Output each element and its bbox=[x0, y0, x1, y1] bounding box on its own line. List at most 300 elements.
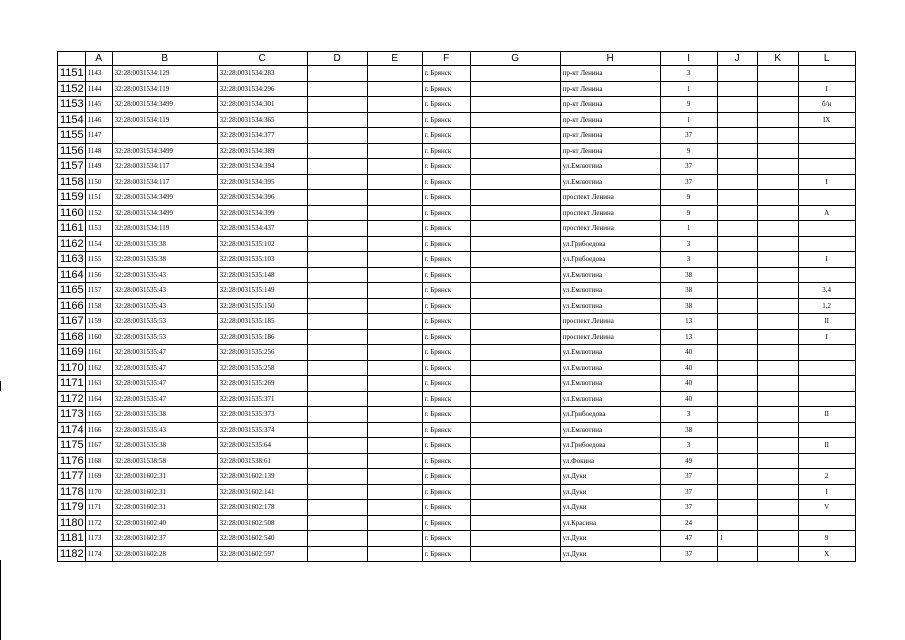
row-number[interactable]: 1173 bbox=[58, 407, 86, 423]
cell-g[interactable] bbox=[470, 66, 560, 82]
row-number[interactable]: 1179 bbox=[58, 500, 86, 516]
cell-l[interactable]: II bbox=[798, 407, 855, 423]
cell-b[interactable]: 32:28:0031534:119 bbox=[112, 81, 217, 97]
cell-b[interactable]: 32:28:0031602:40 bbox=[112, 515, 217, 531]
cell-f[interactable]: г. Брянск bbox=[422, 407, 470, 423]
cell-e[interactable] bbox=[367, 236, 422, 252]
cell-f[interactable]: г. Брянск bbox=[422, 236, 470, 252]
cell-f[interactable]: г. Брянск bbox=[422, 314, 470, 330]
cell-f[interactable]: г. Брянск bbox=[422, 422, 470, 438]
cell-e[interactable] bbox=[367, 112, 422, 128]
cell-c[interactable]: 32:28:0031535:149 bbox=[217, 283, 307, 299]
row-number[interactable]: 1172 bbox=[58, 391, 86, 407]
cell-l[interactable] bbox=[798, 143, 855, 159]
cell-b[interactable]: 32:28:0031535:43 bbox=[112, 298, 217, 314]
cell-f[interactable]: г. Брянск bbox=[422, 298, 470, 314]
cell-g[interactable] bbox=[470, 391, 560, 407]
cell-l[interactable]: I bbox=[798, 329, 855, 345]
row-number[interactable]: 1168 bbox=[58, 329, 86, 345]
cell-h[interactable]: ул.Грибоедова bbox=[560, 252, 660, 268]
row-number[interactable]: 1157 bbox=[58, 159, 86, 175]
cell-i[interactable]: 37 bbox=[660, 174, 717, 190]
cell-a[interactable]: 1156 bbox=[85, 267, 112, 283]
cell-d[interactable] bbox=[307, 190, 367, 206]
cell-i[interactable]: 47 bbox=[660, 531, 717, 547]
row-number[interactable]: 1176 bbox=[58, 453, 86, 469]
cell-k[interactable] bbox=[757, 360, 798, 376]
cell-g[interactable] bbox=[470, 128, 560, 144]
cell-c[interactable]: 32:28:0031534:377 bbox=[217, 128, 307, 144]
cell-j[interactable] bbox=[717, 453, 757, 469]
cell-k[interactable] bbox=[757, 453, 798, 469]
cell-e[interactable] bbox=[367, 221, 422, 237]
cell-b[interactable]: 32:28:0031535:38 bbox=[112, 407, 217, 423]
cell-h[interactable]: проспект Ленина bbox=[560, 314, 660, 330]
cell-d[interactable] bbox=[307, 298, 367, 314]
cell-c[interactable]: 32:28:0031602:178 bbox=[217, 500, 307, 516]
cell-g[interactable] bbox=[470, 422, 560, 438]
cell-i[interactable]: 13 bbox=[660, 314, 717, 330]
cell-k[interactable] bbox=[757, 500, 798, 516]
cell-i[interactable]: 40 bbox=[660, 345, 717, 361]
cell-j[interactable] bbox=[717, 128, 757, 144]
cell-f[interactable]: г. Брянск bbox=[422, 500, 470, 516]
column-header-g[interactable]: G bbox=[470, 52, 560, 66]
cell-g[interactable] bbox=[470, 531, 560, 547]
cell-i[interactable]: 37 bbox=[660, 500, 717, 516]
cell-a[interactable]: 1171 bbox=[85, 500, 112, 516]
cell-c[interactable]: 32:28:0031534:396 bbox=[217, 190, 307, 206]
cell-k[interactable] bbox=[757, 422, 798, 438]
cell-c[interactable]: 32:28:0031535:374 bbox=[217, 422, 307, 438]
cell-e[interactable] bbox=[367, 143, 422, 159]
cell-f[interactable]: г. Брянск bbox=[422, 221, 470, 237]
cell-d[interactable] bbox=[307, 252, 367, 268]
cell-a[interactable]: 1160 bbox=[85, 329, 112, 345]
cell-k[interactable] bbox=[757, 252, 798, 268]
row-number[interactable]: 1181 bbox=[58, 531, 86, 547]
cell-g[interactable] bbox=[470, 345, 560, 361]
cell-j[interactable] bbox=[717, 314, 757, 330]
cell-h[interactable]: ул.Дуки bbox=[560, 469, 660, 485]
cell-e[interactable] bbox=[367, 329, 422, 345]
cell-k[interactable] bbox=[757, 407, 798, 423]
row-number[interactable]: 1171 bbox=[58, 376, 86, 392]
cell-l[interactable]: V bbox=[798, 500, 855, 516]
cell-h[interactable]: ул.Емлютина bbox=[560, 283, 660, 299]
cell-j[interactable] bbox=[717, 469, 757, 485]
cell-j[interactable] bbox=[717, 252, 757, 268]
cell-c[interactable]: 32:28:0031602:540 bbox=[217, 531, 307, 547]
column-header-k[interactable]: K bbox=[757, 52, 798, 66]
cell-e[interactable] bbox=[367, 283, 422, 299]
cell-b[interactable]: 32:28:0031534:129 bbox=[112, 66, 217, 82]
cell-e[interactable] bbox=[367, 484, 422, 500]
cell-d[interactable] bbox=[307, 221, 367, 237]
column-header-d[interactable]: D bbox=[307, 52, 367, 66]
cell-h[interactable]: ул.Емлютина bbox=[560, 345, 660, 361]
cell-k[interactable] bbox=[757, 143, 798, 159]
row-number[interactable]: 1178 bbox=[58, 484, 86, 500]
cell-f[interactable]: г. Брянск bbox=[422, 345, 470, 361]
cell-a[interactable]: 1153 bbox=[85, 221, 112, 237]
cell-c[interactable]: 32:28:0031535:256 bbox=[217, 345, 307, 361]
cell-c[interactable]: 32:28:0031538:61 bbox=[217, 453, 307, 469]
cell-l[interactable] bbox=[798, 128, 855, 144]
cell-j[interactable] bbox=[717, 159, 757, 175]
cell-i[interactable]: 3 bbox=[660, 252, 717, 268]
cell-c[interactable]: 32:28:0031534:365 bbox=[217, 112, 307, 128]
cell-e[interactable] bbox=[367, 422, 422, 438]
row-number[interactable]: 1159 bbox=[58, 190, 86, 206]
cell-k[interactable] bbox=[757, 283, 798, 299]
cell-j[interactable] bbox=[717, 174, 757, 190]
row-number[interactable]: 1180 bbox=[58, 515, 86, 531]
cell-i[interactable]: 1 bbox=[660, 81, 717, 97]
cell-k[interactable] bbox=[757, 267, 798, 283]
cell-g[interactable] bbox=[470, 81, 560, 97]
cell-j[interactable] bbox=[717, 345, 757, 361]
cell-b[interactable]: 32:28:0031535:47 bbox=[112, 391, 217, 407]
cell-j[interactable] bbox=[717, 205, 757, 221]
cell-j[interactable] bbox=[717, 500, 757, 516]
cell-a[interactable]: 1164 bbox=[85, 391, 112, 407]
cell-a[interactable]: 1155 bbox=[85, 252, 112, 268]
cell-b[interactable]: 32:28:0031534:117 bbox=[112, 174, 217, 190]
cell-i[interactable]: 40 bbox=[660, 360, 717, 376]
cell-l[interactable] bbox=[798, 360, 855, 376]
cell-l[interactable] bbox=[798, 515, 855, 531]
cell-a[interactable]: 1148 bbox=[85, 143, 112, 159]
cell-k[interactable] bbox=[757, 159, 798, 175]
row-number[interactable]: 1161 bbox=[58, 221, 86, 237]
cell-f[interactable]: г. Брянск bbox=[422, 190, 470, 206]
cell-e[interactable] bbox=[367, 205, 422, 221]
cell-h[interactable]: ул.Емлютина bbox=[560, 376, 660, 392]
cell-i[interactable]: 9 bbox=[660, 97, 717, 113]
cell-e[interactable] bbox=[367, 314, 422, 330]
cell-b[interactable]: 32:28:0031602:31 bbox=[112, 484, 217, 500]
cell-j[interactable] bbox=[717, 190, 757, 206]
cell-g[interactable] bbox=[470, 112, 560, 128]
cell-e[interactable] bbox=[367, 345, 422, 361]
cell-i[interactable]: 38 bbox=[660, 267, 717, 283]
cell-j[interactable] bbox=[717, 484, 757, 500]
cell-d[interactable] bbox=[307, 205, 367, 221]
cell-g[interactable] bbox=[470, 500, 560, 516]
cell-l[interactable]: А bbox=[798, 205, 855, 221]
cell-e[interactable] bbox=[367, 81, 422, 97]
row-number[interactable]: 1177 bbox=[58, 469, 86, 485]
cell-k[interactable] bbox=[757, 190, 798, 206]
cell-g[interactable] bbox=[470, 221, 560, 237]
cell-e[interactable] bbox=[367, 190, 422, 206]
cell-d[interactable] bbox=[307, 174, 367, 190]
cell-h[interactable]: ул.Емлютина bbox=[560, 360, 660, 376]
cell-f[interactable]: г. Брянск bbox=[422, 112, 470, 128]
cell-i[interactable]: 49 bbox=[660, 453, 717, 469]
row-number[interactable]: 1153 bbox=[58, 97, 86, 113]
cell-k[interactable] bbox=[757, 112, 798, 128]
row-number[interactable]: 1162 bbox=[58, 236, 86, 252]
cell-a[interactable]: 1159 bbox=[85, 314, 112, 330]
column-header-h[interactable]: H bbox=[560, 52, 660, 66]
cell-j[interactable] bbox=[717, 283, 757, 299]
corner-cell[interactable] bbox=[58, 52, 86, 66]
row-number[interactable]: 1160 bbox=[58, 205, 86, 221]
cell-k[interactable] bbox=[757, 531, 798, 547]
cell-b[interactable]: 32:28:0031538:58 bbox=[112, 453, 217, 469]
cell-j[interactable] bbox=[717, 515, 757, 531]
cell-d[interactable] bbox=[307, 128, 367, 144]
cell-l[interactable] bbox=[798, 66, 855, 82]
cell-f[interactable]: г. Брянск bbox=[422, 97, 470, 113]
cell-f[interactable]: г. Брянск bbox=[422, 283, 470, 299]
cell-h[interactable]: ул.Дуки bbox=[560, 546, 660, 562]
cell-j[interactable] bbox=[717, 221, 757, 237]
cell-f[interactable]: г. Брянск bbox=[422, 469, 470, 485]
cell-d[interactable] bbox=[307, 236, 367, 252]
cell-a[interactable]: 1161 bbox=[85, 345, 112, 361]
cell-k[interactable] bbox=[757, 97, 798, 113]
cell-f[interactable]: г. Брянск bbox=[422, 376, 470, 392]
cell-d[interactable] bbox=[307, 159, 367, 175]
cell-k[interactable] bbox=[757, 81, 798, 97]
cell-g[interactable] bbox=[470, 143, 560, 159]
cell-b[interactable]: 32:28:0031534:119 bbox=[112, 112, 217, 128]
cell-e[interactable] bbox=[367, 159, 422, 175]
cell-h[interactable]: ул.Емлютина bbox=[560, 267, 660, 283]
cell-d[interactable] bbox=[307, 438, 367, 454]
cell-g[interactable] bbox=[470, 190, 560, 206]
cell-i[interactable]: 38 bbox=[660, 283, 717, 299]
cell-i[interactable]: 37 bbox=[660, 546, 717, 562]
cell-h[interactable]: ул.Дуки bbox=[560, 531, 660, 547]
cell-h[interactable]: пр-кт Ленина bbox=[560, 97, 660, 113]
cell-g[interactable] bbox=[470, 283, 560, 299]
cell-d[interactable] bbox=[307, 345, 367, 361]
cell-b[interactable]: 32:28:0031535:38 bbox=[112, 252, 217, 268]
cell-l[interactable]: II bbox=[798, 314, 855, 330]
cell-j[interactable] bbox=[717, 112, 757, 128]
cell-g[interactable] bbox=[470, 484, 560, 500]
cell-b[interactable]: 32:28:0031534:3499 bbox=[112, 190, 217, 206]
column-header-e[interactable]: E bbox=[367, 52, 422, 66]
cell-a[interactable]: 1170 bbox=[85, 484, 112, 500]
cell-i[interactable]: 40 bbox=[660, 391, 717, 407]
cell-c[interactable]: 32:28:0031535:103 bbox=[217, 252, 307, 268]
cell-e[interactable] bbox=[367, 267, 422, 283]
cell-e[interactable] bbox=[367, 360, 422, 376]
row-number[interactable]: 1154 bbox=[58, 112, 86, 128]
cell-a[interactable]: 1168 bbox=[85, 453, 112, 469]
cell-a[interactable]: 1167 bbox=[85, 438, 112, 454]
cell-f[interactable]: г. Брянск bbox=[422, 143, 470, 159]
cell-d[interactable] bbox=[307, 360, 367, 376]
cell-d[interactable] bbox=[307, 329, 367, 345]
cell-a[interactable]: 1174 bbox=[85, 546, 112, 562]
cell-f[interactable]: г. Брянск bbox=[422, 159, 470, 175]
cell-l[interactable] bbox=[798, 236, 855, 252]
cell-e[interactable] bbox=[367, 97, 422, 113]
cell-c[interactable]: 32:28:0031535:64 bbox=[217, 438, 307, 454]
cell-f[interactable]: г. Брянск bbox=[422, 66, 470, 82]
cell-b[interactable]: 32:28:0031534:3499 bbox=[112, 97, 217, 113]
cell-k[interactable] bbox=[757, 546, 798, 562]
cell-l[interactable]: I bbox=[798, 484, 855, 500]
cell-e[interactable] bbox=[367, 407, 422, 423]
row-number[interactable]: 1152 bbox=[58, 81, 86, 97]
cell-b[interactable]: 32:28:0031534:119 bbox=[112, 221, 217, 237]
cell-i[interactable]: 3 bbox=[660, 236, 717, 252]
cell-j[interactable] bbox=[717, 376, 757, 392]
cell-k[interactable] bbox=[757, 236, 798, 252]
cell-c[interactable]: 32:28:0031535:269 bbox=[217, 376, 307, 392]
row-number[interactable]: 1155 bbox=[58, 128, 86, 144]
cell-l[interactable]: 3,4 bbox=[798, 283, 855, 299]
cell-h[interactable]: пр-кт Ленина bbox=[560, 81, 660, 97]
cell-i[interactable]: 13 bbox=[660, 329, 717, 345]
cell-f[interactable]: г. Брянск bbox=[422, 453, 470, 469]
cell-d[interactable] bbox=[307, 484, 367, 500]
cell-k[interactable] bbox=[757, 391, 798, 407]
cell-d[interactable] bbox=[307, 453, 367, 469]
column-header-j[interactable]: J bbox=[717, 52, 757, 66]
cell-j[interactable] bbox=[717, 267, 757, 283]
cell-k[interactable] bbox=[757, 515, 798, 531]
cell-e[interactable] bbox=[367, 531, 422, 547]
cell-i[interactable]: 37 bbox=[660, 484, 717, 500]
row-number[interactable]: 1151 bbox=[58, 66, 86, 82]
cell-b[interactable]: 32:28:0031535:43 bbox=[112, 422, 217, 438]
cell-b[interactable]: 32:28:0031535:53 bbox=[112, 329, 217, 345]
cell-a[interactable]: 1149 bbox=[85, 159, 112, 175]
row-number[interactable]: 1166 bbox=[58, 298, 86, 314]
cell-l[interactable]: X bbox=[798, 546, 855, 562]
cell-h[interactable]: ул.Емлютина bbox=[560, 174, 660, 190]
cell-k[interactable] bbox=[757, 314, 798, 330]
cell-k[interactable] bbox=[757, 345, 798, 361]
cell-a[interactable]: 1165 bbox=[85, 407, 112, 423]
cell-j[interactable] bbox=[717, 236, 757, 252]
cell-e[interactable] bbox=[367, 298, 422, 314]
cell-g[interactable] bbox=[470, 298, 560, 314]
cell-c[interactable]: 32:28:0031535:150 bbox=[217, 298, 307, 314]
cell-e[interactable] bbox=[367, 376, 422, 392]
column-header-a[interactable]: A bbox=[85, 52, 112, 66]
cell-c[interactable]: 32:28:0031535:148 bbox=[217, 267, 307, 283]
cell-c[interactable]: 32:28:0031534:399 bbox=[217, 205, 307, 221]
cell-b[interactable]: 32:28:0031602:31 bbox=[112, 469, 217, 485]
cell-k[interactable] bbox=[757, 484, 798, 500]
cell-f[interactable]: г. Брянск bbox=[422, 252, 470, 268]
cell-i[interactable]: 9 bbox=[660, 190, 717, 206]
cell-d[interactable] bbox=[307, 97, 367, 113]
cell-k[interactable] bbox=[757, 174, 798, 190]
cell-d[interactable] bbox=[307, 407, 367, 423]
cell-k[interactable] bbox=[757, 438, 798, 454]
cell-j[interactable] bbox=[717, 143, 757, 159]
cell-f[interactable]: г. Брянск bbox=[422, 329, 470, 345]
cell-c[interactable]: 32:28:0031602:597 bbox=[217, 546, 307, 562]
cell-d[interactable] bbox=[307, 283, 367, 299]
cell-h[interactable]: ул.Красина bbox=[560, 515, 660, 531]
row-number[interactable]: 1182 bbox=[58, 546, 86, 562]
cell-d[interactable] bbox=[307, 267, 367, 283]
cell-g[interactable] bbox=[470, 97, 560, 113]
cell-l[interactable] bbox=[798, 190, 855, 206]
cell-e[interactable] bbox=[367, 391, 422, 407]
cell-h[interactable]: ул.Грибоедова bbox=[560, 236, 660, 252]
cell-f[interactable]: г. Брянск bbox=[422, 205, 470, 221]
cell-f[interactable]: г. Брянск bbox=[422, 391, 470, 407]
cell-g[interactable] bbox=[470, 360, 560, 376]
cell-g[interactable] bbox=[470, 546, 560, 562]
cell-e[interactable] bbox=[367, 515, 422, 531]
cell-k[interactable] bbox=[757, 221, 798, 237]
cell-h[interactable]: пр-кт Ленина bbox=[560, 128, 660, 144]
cell-j[interactable] bbox=[717, 407, 757, 423]
cell-a[interactable]: 1163 bbox=[85, 376, 112, 392]
cell-h[interactable]: проспект Ленина bbox=[560, 190, 660, 206]
cell-e[interactable] bbox=[367, 128, 422, 144]
cell-h[interactable]: проспект Ленина bbox=[560, 329, 660, 345]
cell-l[interactable]: 9 bbox=[798, 531, 855, 547]
cell-l[interactable] bbox=[798, 221, 855, 237]
cell-c[interactable]: 32:28:0031534:301 bbox=[217, 97, 307, 113]
cell-i[interactable]: 1 bbox=[660, 221, 717, 237]
cell-l[interactable] bbox=[798, 159, 855, 175]
cell-j[interactable]: 1 bbox=[717, 531, 757, 547]
cell-h[interactable]: ул.Грибоедова bbox=[560, 407, 660, 423]
cell-l[interactable] bbox=[798, 422, 855, 438]
cell-l[interactable]: I bbox=[798, 174, 855, 190]
cell-f[interactable]: г. Брянск bbox=[422, 360, 470, 376]
cell-i[interactable]: 37 bbox=[660, 469, 717, 485]
cell-d[interactable] bbox=[307, 500, 367, 516]
cell-e[interactable] bbox=[367, 252, 422, 268]
column-header-f[interactable]: F bbox=[422, 52, 470, 66]
cell-e[interactable] bbox=[367, 500, 422, 516]
cell-a[interactable]: 1158 bbox=[85, 298, 112, 314]
cell-b[interactable]: 32:28:0031534:3499 bbox=[112, 205, 217, 221]
cell-d[interactable] bbox=[307, 143, 367, 159]
cell-h[interactable]: пр-кт Ленина bbox=[560, 66, 660, 82]
cell-a[interactable]: 1173 bbox=[85, 531, 112, 547]
cell-a[interactable]: 1169 bbox=[85, 469, 112, 485]
cell-e[interactable] bbox=[367, 174, 422, 190]
cell-k[interactable] bbox=[757, 205, 798, 221]
cell-l[interactable]: I bbox=[798, 81, 855, 97]
cell-l[interactable]: 2 bbox=[798, 469, 855, 485]
cell-i[interactable]: 9 bbox=[660, 143, 717, 159]
cell-a[interactable]: 1143 bbox=[85, 66, 112, 82]
cell-c[interactable]: 32:28:0031534:283 bbox=[217, 66, 307, 82]
cell-k[interactable] bbox=[757, 66, 798, 82]
row-number[interactable]: 1164 bbox=[58, 267, 86, 283]
cell-e[interactable] bbox=[367, 438, 422, 454]
cell-l[interactable]: IX bbox=[798, 112, 855, 128]
cell-a[interactable]: 1152 bbox=[85, 205, 112, 221]
cell-h[interactable]: ул.Емлютина bbox=[560, 422, 660, 438]
cell-f[interactable]: г. Брянск bbox=[422, 515, 470, 531]
cell-k[interactable] bbox=[757, 376, 798, 392]
cell-c[interactable]: 32:28:0031535:373 bbox=[217, 407, 307, 423]
cell-d[interactable] bbox=[307, 376, 367, 392]
cell-g[interactable] bbox=[470, 376, 560, 392]
cell-b[interactable] bbox=[112, 128, 217, 144]
cell-j[interactable] bbox=[717, 329, 757, 345]
